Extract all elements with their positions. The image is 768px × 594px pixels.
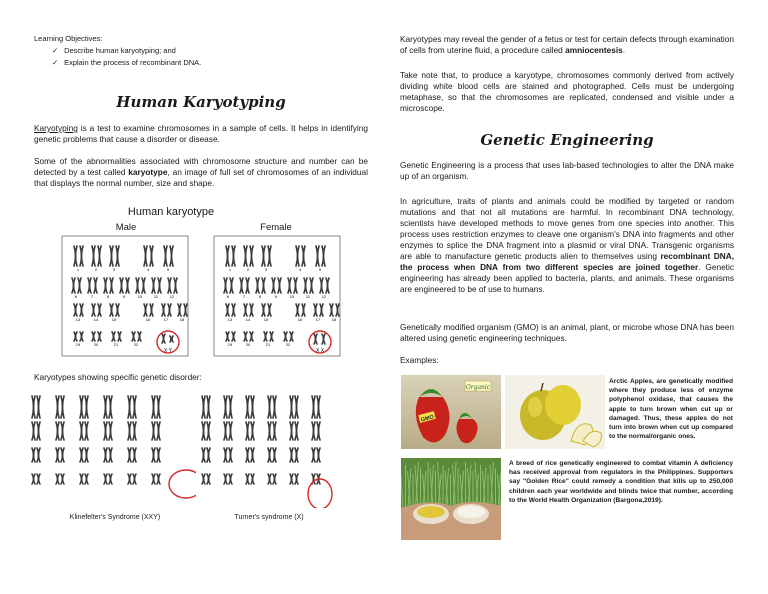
turner-caption: Turner's syndrome (X) [234, 514, 304, 521]
karyotyping-heading: Human Karyotyping [116, 93, 286, 111]
chromosome [39, 422, 41, 440]
chromosome [39, 474, 41, 484]
chromosome [82, 448, 84, 462]
chromosome [154, 474, 156, 484]
recombinant-dna-paragraph: In agriculture, traits of plants and animals could be modified by targeted or random mutations and that not all mutations are harmful. In recombinant DNA technology, scientists have developed methods to move genes from one species into another. This process uses restriction enzymes to cleave one organism's DNA into fragments and other enzymes to splice the DNA fragment into a plasmid or viral DNA. Transgenic organisms are able to manufacture genetic products alien to themselves using recombinant DNA, the process when DNA from two different species are joined together. Genetic engineering has already been applied to bacteria, plants, and animals. These organisms are engineered to be of use to humans. [400, 196, 734, 294]
pair-label: 9 [122, 294, 126, 299]
chromosome [204, 448, 206, 462]
pair-label: 21 [113, 342, 119, 347]
chromosome [270, 422, 272, 440]
chromosome [297, 396, 299, 418]
pair-label: 17 [163, 317, 169, 322]
chromosome [314, 448, 316, 462]
chromosome [159, 422, 161, 440]
chromosome [63, 448, 65, 462]
examples-label: Examples: [400, 355, 439, 365]
chromosome [297, 422, 299, 440]
chromosome [204, 396, 206, 418]
klinefelter-circle [169, 470, 196, 498]
chromosome [58, 396, 60, 418]
chromosome [111, 474, 113, 484]
pair-label: 13 [227, 317, 233, 322]
chromosome [106, 396, 108, 418]
pair-label: 6 [226, 294, 230, 299]
golden-rice-bowl [417, 506, 445, 518]
pair-label: 3 [112, 267, 116, 272]
chromosome [226, 474, 228, 484]
chromosome [87, 396, 89, 418]
chromosome [34, 474, 36, 484]
pair-label: 15 [263, 317, 269, 322]
chromosome [275, 396, 277, 418]
hands [401, 502, 501, 540]
chromosome [63, 474, 65, 484]
chromosome [231, 474, 233, 484]
chromosome [154, 396, 156, 418]
chromosome [292, 474, 294, 484]
arctic-apple-image [505, 375, 605, 449]
golden-rice-description: A breed of rice genetically engineered to combat vitamin A deficiency has received approval from regulators in the Philippines. Supporters say "Golden Rice" could remedy a condition that kills up to 250,000 children each year worldwide and blinds twice that number, according to the World Health Organization (Bargona,2019). [509, 460, 733, 504]
chromosome [130, 474, 132, 484]
chromosome [319, 448, 321, 462]
chromosome [87, 422, 89, 440]
chromosome [231, 448, 233, 462]
pair-label: 17 [315, 317, 321, 322]
genetic-engineering-definition: Genetic Engineering is a process that uses lab-based technologies to alter the DNA make up of an organism. [400, 160, 734, 181]
pair-label: 2 [246, 267, 250, 272]
figure-title: Human karyotype [127, 206, 215, 218]
objectives-title: Learning Objectives: [34, 34, 103, 43]
chromosome [87, 448, 89, 462]
pair-label: 5 [318, 267, 322, 272]
chromosome [253, 422, 255, 440]
pair-label: 19 [75, 342, 81, 347]
chromosome [82, 422, 84, 440]
pair-label: 16 [297, 317, 303, 322]
chromosome [314, 396, 316, 418]
chromosome [130, 448, 132, 462]
pair-label: 7 [90, 294, 94, 299]
chromosome [204, 422, 206, 440]
pair-label: 11 [153, 294, 159, 299]
chromosome [226, 422, 228, 440]
chromosome [39, 396, 41, 418]
chromosome [111, 396, 113, 418]
pair-label: 21 [265, 342, 271, 347]
chromosome [319, 396, 321, 418]
chromosome [270, 396, 272, 418]
chromosome [209, 448, 211, 462]
chromosome [275, 448, 277, 462]
chromosome [209, 474, 211, 484]
chromosome [209, 396, 211, 418]
chromosome [319, 422, 321, 440]
pair-label: 14 [245, 317, 251, 322]
chromosome [253, 474, 255, 484]
chromosome [248, 422, 250, 440]
pair-label: 19 [227, 342, 233, 347]
chromosome [292, 422, 294, 440]
chromosome [270, 448, 272, 462]
chromosome [275, 422, 277, 440]
female-sex-label: X X [315, 348, 325, 354]
amniocentesis-paragraph: Karyotypes may reveal the gender of a fetus or test for certain defects through examination of cells from uterine fluid, a procedure called amniocentesis. [400, 34, 734, 55]
pair-label: 8 [106, 294, 110, 299]
pair-label: 12 [169, 294, 175, 299]
chromosome [39, 448, 41, 462]
objective-item: ✓ Explain the process of recombinant DNA. [52, 58, 202, 67]
pair-label: 5 [166, 267, 170, 272]
pair-label: 8 [258, 294, 262, 299]
pair-label: 6 [74, 294, 78, 299]
male-sex-label: X Y [164, 348, 172, 354]
pair-label: 10 [289, 294, 295, 299]
pair-label: 12 [321, 294, 327, 299]
pair-label: 4 [146, 267, 150, 272]
pair-label: 3 [264, 267, 268, 272]
chromosome [130, 396, 132, 418]
chromosome [159, 448, 161, 462]
chromosome [135, 448, 137, 462]
chromosome [292, 448, 294, 462]
human-karyotype-figure [60, 234, 342, 360]
organic-tag: Organic [465, 384, 491, 391]
gmo-tag: GMO [420, 414, 435, 424]
chromosome [231, 396, 233, 418]
pair-label: 11 [305, 294, 311, 299]
pair-label: 22 [133, 342, 139, 347]
klinefelter-caption: Klinefelter's Syndrome (XXY) [69, 514, 161, 521]
chromosome [34, 448, 36, 462]
chromosome [111, 422, 113, 440]
pair-label: 16 [145, 317, 151, 322]
chromosome [159, 474, 161, 484]
chromosome [159, 396, 161, 418]
chromosome [130, 422, 132, 440]
genetic-engineering-heading: Genetic Engineering [480, 131, 654, 149]
turner-karyotype [196, 390, 348, 508]
chromosome [154, 448, 156, 462]
pair-label: 4 [298, 267, 302, 272]
chromosome [154, 422, 156, 440]
chromosome [314, 474, 316, 484]
pair-label: 13 [75, 317, 81, 322]
pair-label: 7 [242, 294, 246, 299]
chromosome [58, 422, 60, 440]
pair-label: 18 [179, 317, 185, 322]
chromosome [63, 396, 65, 418]
pair-label: 2 [94, 267, 98, 272]
chromosome [111, 448, 113, 462]
chromosome [82, 474, 84, 484]
pair-label: 18 [331, 317, 337, 322]
chromosome [226, 448, 228, 462]
chromosome [270, 474, 272, 484]
chromosome [58, 474, 60, 484]
chromosome [314, 422, 316, 440]
pair-label: 20 [245, 342, 251, 347]
chromosome [209, 422, 211, 440]
chromosome [292, 396, 294, 418]
male-label: Male [115, 222, 137, 233]
chromosome [135, 396, 137, 418]
pair-label: 1 [76, 267, 80, 272]
gmo-strawberry-image [401, 375, 501, 449]
checkmark-icon: ✓ [52, 46, 59, 55]
gmo-definition: Genetically modified organism (GMO) is an animal, plant, or microbe whose DNA has been altered using genetic engineering techniques. [400, 322, 734, 343]
pair-label: 20 [93, 342, 99, 347]
chromosome [204, 474, 206, 484]
checkmark-icon: ✓ [52, 58, 59, 67]
chromosome [135, 474, 137, 484]
chromosome [248, 396, 250, 418]
karyotyping-definition: Karyotyping is a test to examine chromosomes in a sample of cells. It helps in identifying genetic problems that cause a disorder or disease. [34, 123, 368, 144]
chromosome [297, 474, 299, 484]
golden-rice-image [401, 458, 501, 540]
chromosome [106, 422, 108, 440]
chromosome [297, 448, 299, 462]
chromosome [226, 396, 228, 418]
arctic-apple-description: Arctic Apples, are genetically modified where they produce less of enzyme polyphenol oxidase, that causes the apple to turn brown when cut up or damaged. Thus, these apples do not turn into brown when cut up compared to the normal/organic ones. [609, 378, 733, 441]
chromosome [231, 422, 233, 440]
chromosome [87, 474, 89, 484]
chromosome [58, 448, 60, 462]
chromosome [253, 448, 255, 462]
pair-label: 10 [137, 294, 143, 299]
chromosome [82, 396, 84, 418]
chromosome [106, 474, 108, 484]
pair-label: 22 [285, 342, 291, 347]
objective-item: ✓ Describe human karyotyping; and [52, 46, 176, 55]
karyotype-paragraph: Some of the abnormalities associated with chromosome structure and number can be detected by a test called karyotype, an image of full set of chromosomes of an individual that displays the normal number, size and shape. [34, 156, 368, 188]
chromosome [248, 474, 250, 484]
pair-label: 1 [228, 267, 232, 272]
metaphase-paragraph: Take note that, to produce a karyotype, chromosomes commonly derived from actively dividing white blood cells are stained and photographed. Cells must be undergoing metaphase, so that the chromosomes are replicated, condensed and visible under a microscope. [400, 70, 734, 113]
chromosome [34, 396, 36, 418]
chromosome [248, 448, 250, 462]
female-label: Female [260, 222, 292, 233]
chromosome [275, 474, 277, 484]
chromosome [34, 422, 36, 440]
chromosome [135, 422, 137, 440]
pair-label: 15 [111, 317, 117, 322]
chromosome [63, 422, 65, 440]
chromosome [253, 396, 255, 418]
klinefelter-karyotype [26, 390, 196, 508]
pair-label: 14 [93, 317, 99, 322]
disorder-label: Karyotypes showing specific genetic disorder: [34, 372, 202, 382]
pair-label: 9 [274, 294, 278, 299]
white-rice-bowl [457, 506, 485, 518]
chromosome [106, 448, 108, 462]
